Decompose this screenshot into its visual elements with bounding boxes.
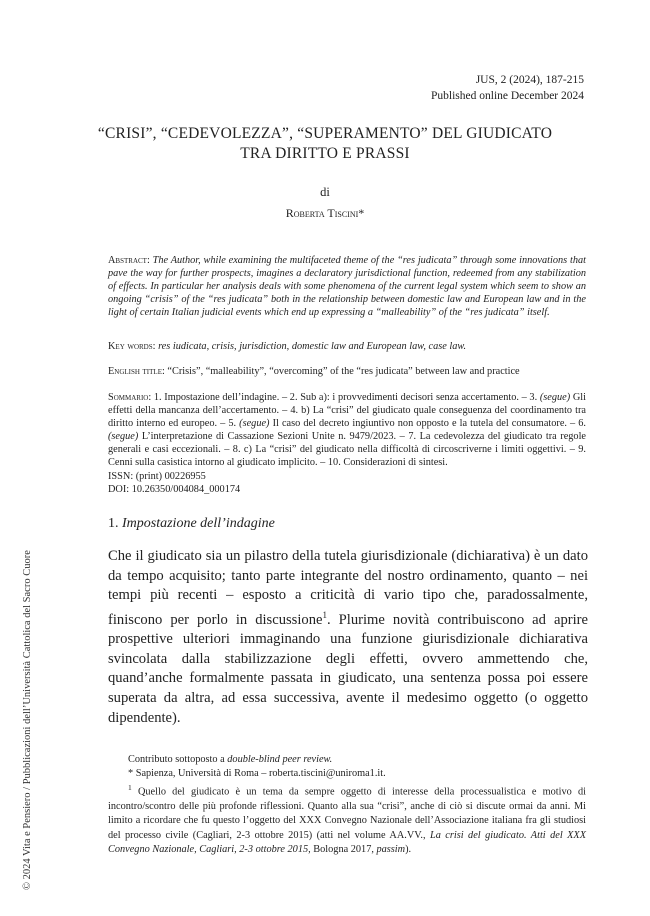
section-heading: 1. Impostazione dell’indagine [108,516,275,531]
published-date: Published online December 2024 [431,90,584,102]
byline-di: di [320,185,330,199]
footnote-1: $^1$ Quello del giudicato è un tema da sempre oggetto di interesse della processualistica e motivo di incontro/scontro delle più profonde riflessioni. Quanto alla sua “crisi”, anche di ciò si discute ormai da anni. Mi limito a ricordare che fu questo l’oggetto del XXX Convegno Nazionale dell’Associazione italiana fra gli studiosi del processo civile (Cagliari, 2-3 ottobre 2015) (atti nel volume AA.VV., La crisi del giudicato. Atti del XXX Convegno Nazionale, Cagliari, 2-3 ottobre 2015, Bologna 2017, passim). [108,783,586,856]
footnote-affiliation: * Sapienza, Università di Roma – roberta.tiscini@uniroma1.it. [128,768,386,779]
author: Roberta Tiscini* [285,206,365,220]
copyright-sidebar: © 2024 Vita e Pensiero / Pubblicazioni dell’Università Cattolica del Sacro Cuore [22,550,33,890]
english-title: English title: “Crisis”, “malleability”, “overcoming” of the “res judicata” between law and practice [108,366,520,377]
body-paragraph: Che il giudicato sia un pilastro della tutela giurisdizionale (dichiarativa) è un dato da tempo acquisito; tanto parte integrante del nostro ordinamento, quanto – nei tempi più recenti – esposto a criticità di vario tipo che, paradossalmente, finiscono per porlo in discussione$^1$. Plurime novità contribuiscono ad aprire prospettive ulteriori immaginando una funzione giurisdizionale dichiarativa svincolata dalla stabilizzazione degli effetti, ovvero ammettendo che, quand’anche formalmente passata in giudicato, una sentenza possa poi essere superata da altra, ad essa successiva, avente il medesimo oggetto (o oggetto dipendente). [108,548,588,726]
issn: ISSN: (print) 00226955 [108,471,206,482]
paper-title: “CRISI”, “CEDEVOLEZZA”, “SUPERAMENTO” DEL GIUDICATO TRA DIRITTO E PRASSI [97,125,553,162]
abstract: Abstract: The Author, while examining the multifaceted theme of the “res judicata” through some innovations that pave the way for further prospects, imagines a declaratory jurisdictional function, redeemed from any stabilization of effects. In particular her analysis deals with some phenomena of the current legal system which seem to show an ongoing “crisis” of the “res judicata” both in the relationship between domestic law and European law and in the light of certain Italian judicial events which end up expressing a “malleability” of the “res judicata” itself. [108,255,586,319]
keywords: Key words: res iudicata, crisis, jurisdiction, domestic law and European law, case law. [108,341,467,352]
journal-ref: JUS, 2 (2024), 187-215 [475,74,584,86]
footnote-review: Contributo sottoposto a double-blind peer review. [128,754,333,765]
doi: DOI: 10.26350/004084_000174 [108,484,241,495]
table-of-contents: Sommario: 1. Impostazione dell’indagine. – 2. Sub a): i provvedimenti decisori senza accertamento. – 3. (segue) Gli effetti della mancanza dell’accertamento. – 4. b) La “crisi” del giudicato quale conseguenza del coordinamento tra diritto interno ed europeo. – 5. (segue) Il caso del decreto ingiuntivo non opposto e la tutela del consumatore. – 6. (segue) L’interpretazione di Cassazione Sezioni Unite n. 9479/2023. – 7. La cedevolezza del giudicato tra regole generali e casi eccezionali. – 8. c) La “crisi” del giudicato nella difficoltà di circoscriverne i limiti oggettivi. – 9. Cenni sulla casistica intorno al giudicato implicito. – 10. Considerazioni di sintesi. [108,392,587,469]
